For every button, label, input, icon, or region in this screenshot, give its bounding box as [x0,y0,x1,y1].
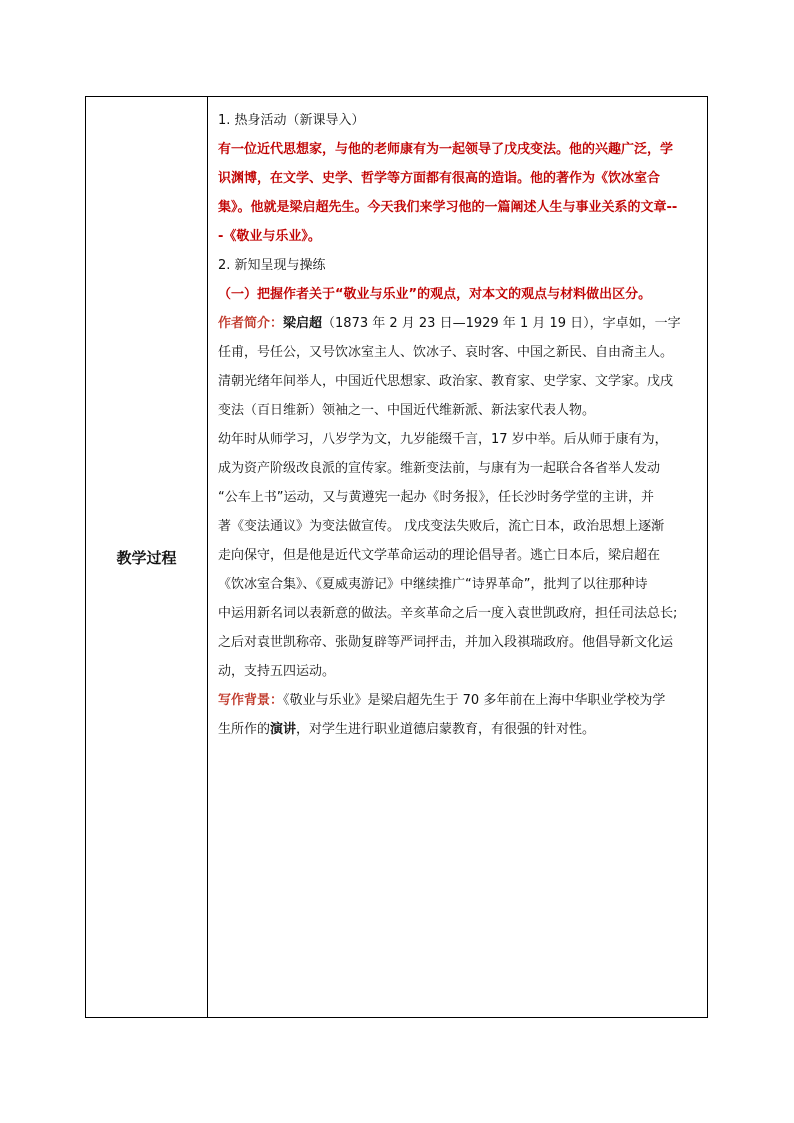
intro-line-1: 有一位近代思想家，与他的老师康有为一起领导了戊戌变法。他的兴趣广泛，学 [218,142,674,157]
author-line-1 [218,309,699,338]
author-dates: （1873 年 2 月 23 日—1929 年 1 月 19 日），字卓如，一字 [322,316,681,331]
content-column [209,97,707,1017]
background-line-1 [218,686,699,715]
background-label: 写作背景： [218,693,284,708]
background-bold-word: 演讲 [270,722,297,737]
task-1-heading: （一）把握作者关于“敬业与乐业”的观点，对本文的观点与材料做出区分。 [218,287,652,302]
author-name: 梁启超 [283,316,323,331]
author-line-4: 变法（百日维新）领袖之一、中国近代维新派、新法家代表人物。 [218,403,596,418]
author-label: 作者简介： [218,316,284,331]
bio-line-6: 《饮冰室合集》、《夏威夷游记》中继续推广“诗界革命”，批判了以往那种诗 [218,577,648,592]
section-2-heading: 2. 新知呈现与操练 [218,258,326,273]
bio-line-2: 成为资产阶级改良派的宣传家。维新变法前，与康有为一起联合各省举人发动 [218,461,661,476]
section-1-heading: 1. 热身活动（新课导入） [218,113,365,128]
intro-line-4: -《敬业与乐业》。 [218,229,321,244]
background-text-2b: ，对学生进行职业道德启蒙教育，有很强的针对性。 [296,722,596,737]
background-line-2 [218,715,699,744]
bio-line-4: 著《变法通议》为变法做宣传。 戊戌变法失败后，流亡日本，政治思想上逐渐 [218,519,665,534]
bio-line-8: 之后对袁世凯称帝、张勋复辟等严词抨击，并加入段祺瑞政府。他倡导新文化运 [218,635,674,650]
bio-line-1: 幼年时从师学习，八岁学为文，九岁能缀千言，17 岁中举。后从师于康有为， [218,432,668,447]
bio-line-9: 动，支持五四运动。 [218,664,336,679]
bio-line-3: “公车上书”运动，又与黄遵宪一起办《时务报》，任长沙时务学堂的主讲，并 [218,490,654,505]
bio-line-5: 走向保守，但是他是近代文学革命运动的理论倡导者。逃亡日本后，梁启超在 [218,548,661,563]
author-line-2: 任甫，号任公，又号饮冰室主人、饮冰子、哀时客、中国之新民、自由斋主人。 [218,345,674,360]
background-text-2a: 生所作的 [218,722,271,737]
label-column [86,97,208,1017]
bio-line-7: 中运用新名词以表新意的做法。辛亥革命之后一度入袁世凯政府，担任司法总长; [218,606,678,621]
intro-line-2: 识渊博，在文学、史学、哲学等方面都有很高的造诣。他的著作为《饮冰室合 [218,171,661,186]
intro-line-3: 集》。他就是梁启超先生。今天我们来学习他的一篇阐述人生与事业关系的文章-- [218,200,678,215]
author-line-3: 清朝光绪年间举人，中国近代思想家、政治家、教育家、史学家、文学家。戊戌 [218,374,674,389]
row-label: 教学过程 [116,549,177,567]
lesson-table [85,96,708,1018]
background-text-1: 《敬业与乐业》是梁启超先生于 70 多年前在上海中华职业学校为学 [283,693,666,708]
